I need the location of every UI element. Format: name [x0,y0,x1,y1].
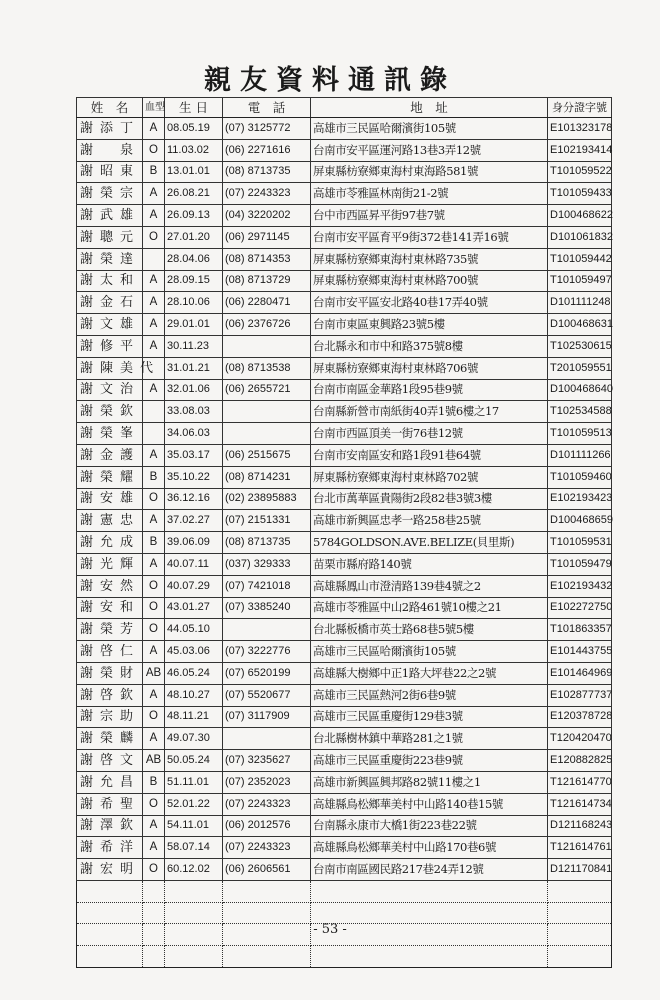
cell-name: 謝安然 [77,575,143,597]
cell-phone: (02) 23895883 [223,488,311,510]
cell-dob: 32.01.06 [165,379,223,401]
table-row [77,401,612,423]
cell-address: 屏東縣枋寮鄉東海村東林路700號 [311,270,548,292]
cell-address: 高雄市三民區重慶街129巷3號 [311,706,548,728]
cell-dob: 30.11.23 [165,335,223,357]
blank-row [77,902,612,924]
cell-name: 謝光輝 [77,553,143,575]
cell-name: 謝太和 [77,270,143,292]
cell-id: E102193414 [548,139,612,161]
cell-address: 屏東縣枋寮鄉東海村東林路735號 [311,248,548,270]
cell-name: 謝榮財 [77,662,143,684]
page-title: 親友資料通訊錄 [204,65,456,96]
cell-dob: 28.04.06 [165,248,223,270]
cell-address: 屏東縣枋寮鄉東海村東林路706號 [311,357,548,379]
cell-name: 謝金護 [77,444,143,466]
cell-name: 謝武雄 [77,205,143,227]
cell-name: 謝添丁 [77,118,143,140]
cell-name: 謝榮麟 [77,728,143,750]
cell-address: 高雄市三民區哈爾濱街105號 [311,641,548,663]
cell-phone: (08) 8713538 [223,357,311,379]
cell-blood: A [143,379,165,401]
cell-blood: A [143,444,165,466]
blank-cell [165,902,223,924]
cell-id: D100468622 [548,205,612,227]
cell-phone [223,423,311,445]
cell-dob: 54.11.01 [165,815,223,837]
table-row [77,771,612,793]
cell-dob: 28.10.06 [165,292,223,314]
table-row [77,662,612,684]
cell-address: 苗栗市縣府路140號 [311,553,548,575]
cell-name: 謝榮耀 [77,466,143,488]
blank-row [77,946,612,968]
cell-dob: 33.08.03 [165,401,223,423]
cell-name: 謝榮達 [77,248,143,270]
header-id: 身分證字號 [548,98,612,118]
cell-phone: (06) 2971145 [223,226,311,248]
cell-address: 台南市西區頂美一街76巷12號 [311,423,548,445]
cell-phone: (06) 2606561 [223,859,311,881]
cell-phone: (08) 8713735 [223,532,311,554]
cell-dob: 27.01.20 [165,226,223,248]
blank-cell [548,880,612,902]
blank-cell [311,902,548,924]
cell-dob: 36.12.16 [165,488,223,510]
cell-id: D121170841 [548,859,612,881]
cell-dob: 40.07.11 [165,553,223,575]
table-row [77,684,612,706]
cell-phone: (07) 2352023 [223,771,311,793]
cell-name: 謝希聖 [77,793,143,815]
cell-id: T121614734 [548,793,612,815]
cell-phone: (07) 3385240 [223,597,311,619]
cell-blood: B [143,466,165,488]
cell-address: 高雄縣鳳山市澄清路139巷4號之2 [311,575,548,597]
cell-name: 謝 泉 [77,139,143,161]
cell-phone: (06) 2376726 [223,314,311,336]
cell-phone: (06) 2655721 [223,379,311,401]
cell-blood: A [143,183,165,205]
cell-phone: (08) 8713729 [223,270,311,292]
cell-phone: (037) 329333 [223,553,311,575]
cell-address: 屏東縣枋寮鄉東海村東林路702號 [311,466,548,488]
cell-address: 5784GOLDSON.AVE.BELIZE(貝里斯) [311,532,548,554]
cell-address: 高雄縣大樹鄉中正1路大坪巷22之2號 [311,662,548,684]
cell-id: T101059531 [548,532,612,554]
cell-id: D121168243 [548,815,612,837]
blank-cell [548,946,612,968]
cell-name: 謝金石 [77,292,143,314]
cell-id: E101464969 [548,662,612,684]
cell-id: T201059551 [548,357,612,379]
cell-address: 台北縣板橋市英士路68巷5號5樓 [311,619,548,641]
cell-phone: (07) 3117909 [223,706,311,728]
cell-address: 台北市萬華區貴陽街2段82巷3號3樓 [311,488,548,510]
cell-blood: O [143,619,165,641]
cell-phone: (07) 3235627 [223,750,311,772]
table-row [77,270,612,292]
cell-dob: 34.06.03 [165,423,223,445]
cell-blood: O [143,859,165,881]
cell-phone: (07) 2243323 [223,793,311,815]
cell-address: 台南縣新營市南紙街40弄1號6樓之17 [311,401,548,423]
cell-name: 謝允成 [77,532,143,554]
cell-name: 謝啓欽 [77,684,143,706]
cell-address: 台南市南區國民路217巷24弄12號 [311,859,548,881]
blank-cell [311,946,548,968]
cell-blood: O [143,139,165,161]
cell-id: T101059442 [548,248,612,270]
cell-dob: 13.01.01 [165,161,223,183]
blank-cell [143,880,165,902]
header-address: 地 址 [311,98,548,118]
cell-blood: B [143,161,165,183]
cell-dob: 52.01.22 [165,793,223,815]
cell-blood: A [143,270,165,292]
cell-phone: (07) 3125772 [223,118,311,140]
cell-phone: (07) 5520677 [223,684,311,706]
cell-name: 謝安和 [77,597,143,619]
cell-blood: A [143,553,165,575]
table-row [77,597,612,619]
cell-id: T101059497 [548,270,612,292]
cell-address: 高雄縣鳥松鄉華美村中山路140巷15號 [311,793,548,815]
contact-table [76,97,612,968]
table-row [77,423,612,445]
cell-dob: 40.07.29 [165,575,223,597]
cell-address: 台南市東區東興路23號5樓 [311,314,548,336]
cell-phone: (06) 2280471 [223,292,311,314]
cell-address: 台南縣永康市大橋1街223巷22號 [311,815,548,837]
cell-dob: 39.06.09 [165,532,223,554]
table-row [77,314,612,336]
cell-phone: (06) 2012576 [223,815,311,837]
table-row [77,118,612,140]
cell-name: 謝啓仁 [77,641,143,663]
cell-address: 台南市安平區運河路13巷3弄12號 [311,139,548,161]
cell-dob: 35.10.22 [165,466,223,488]
cell-address: 高雄市新興區忠孝一路258巷25號 [311,510,548,532]
cell-id: T101059513 [548,423,612,445]
blank-cell [223,946,311,968]
cell-blood: AB [143,750,165,772]
cell-dob: 28.09.15 [165,270,223,292]
cell-id: D100468640 [548,379,612,401]
cell-phone: (08) 8714231 [223,466,311,488]
cell-phone: (07) 2243323 [223,183,311,205]
cell-phone [223,401,311,423]
cell-dob: 45.03.06 [165,641,223,663]
cell-phone: (08) 8713735 [223,161,311,183]
cell-blood: A [143,510,165,532]
cell-id: E102272750 [548,597,612,619]
cell-name: 謝啓文 [77,750,143,772]
cell-dob: 31.01.21 [165,357,223,379]
cell-name: 謝安雄 [77,488,143,510]
cell-blood: O [143,597,165,619]
cell-dob: 58.07.14 [165,837,223,859]
table-row [77,532,612,554]
cell-address: 高雄市三民區熱河2街6巷9號 [311,684,548,706]
blank-cell [223,880,311,902]
blank-cell [143,946,165,968]
cell-id: T120420470 [548,728,612,750]
blank-cell [143,902,165,924]
cell-id: E101323178 [548,118,612,140]
table-row [77,837,612,859]
table-row [77,750,612,772]
cell-phone: (08) 8714353 [223,248,311,270]
table-row [77,859,612,881]
cell-id: E120882825 [548,750,612,772]
table-row [77,706,612,728]
cell-address: 屏東縣枋寮鄉東海村東海路581號 [311,161,548,183]
cell-dob: 29.01.01 [165,314,223,336]
table-body [77,118,612,968]
table-row [77,793,612,815]
blank-row [77,880,612,902]
blank-cell [77,902,143,924]
blank-cell [77,946,143,968]
cell-address: 高雄市苓雅區林南街21-2號 [311,183,548,205]
cell-dob: 49.07.30 [165,728,223,750]
cell-phone [223,728,311,750]
cell-blood [143,248,165,270]
cell-dob: 51.11.01 [165,771,223,793]
cell-blood: A [143,118,165,140]
cell-dob: 44.05.10 [165,619,223,641]
table-row [77,728,612,750]
cell-name: 謝允昌 [77,771,143,793]
table-row [77,183,612,205]
table-row [77,488,612,510]
cell-name: 謝憲忠 [77,510,143,532]
table-row [77,466,612,488]
cell-name: 謝希洋 [77,837,143,859]
cell-id: T121614761 [548,837,612,859]
cell-id: T101059479 [548,553,612,575]
cell-blood: O [143,226,165,248]
table-row [77,379,612,401]
cell-name: 謝昭東 [77,161,143,183]
cell-name: 謝修平 [77,335,143,357]
cell-address: 台北縣永和市中和路375號8樓 [311,335,548,357]
header-phone: 電 話 [223,98,311,118]
cell-blood: AB [143,662,165,684]
table-row [77,226,612,248]
cell-address: 台北縣樹林鎮中華路281之1號 [311,728,548,750]
table-row [77,248,612,270]
cell-address: 高雄市新興區興邦路82號11樓之1 [311,771,548,793]
cell-address: 台南市安南區安和路1段91巷64號 [311,444,548,466]
cell-name: 謝文雄 [77,314,143,336]
table-header-row [77,98,612,118]
cell-id: D100468659 [548,510,612,532]
cell-blood: A [143,335,165,357]
cell-dob: 26.08.21 [165,183,223,205]
table-row [77,161,612,183]
page-number: - 53 - [313,922,347,937]
cell-id: D101111266 [548,444,612,466]
cell-name: 謝文治 [77,379,143,401]
cell-dob: 46.05.24 [165,662,223,684]
cell-name: 謝陳美代 [77,357,143,379]
cell-dob: 48.11.21 [165,706,223,728]
blank-cell [223,902,311,924]
cell-dob: 48.10.27 [165,684,223,706]
cell-name: 謝榮宗 [77,183,143,205]
cell-blood: O [143,706,165,728]
cell-id: T102534588 [548,401,612,423]
cell-blood: A [143,292,165,314]
cell-blood: O [143,575,165,597]
cell-phone: (04) 3220202 [223,205,311,227]
table-row [77,205,612,227]
cell-phone: (07) 3222776 [223,641,311,663]
cell-blood [143,401,165,423]
cell-address: 高雄市三民區哈爾濱街105號 [311,118,548,140]
cell-blood: A [143,837,165,859]
cell-blood: B [143,532,165,554]
blank-cell [165,880,223,902]
cell-id: D101111248 [548,292,612,314]
cell-address: 台南市安平區安北路40巷17弄40號 [311,292,548,314]
cell-id: E102193432 [548,575,612,597]
cell-blood: A [143,684,165,706]
header-name: 姓 名 [77,98,143,118]
cell-phone [223,335,311,357]
cell-phone: (07) 2243323 [223,837,311,859]
cell-phone: (06) 2271616 [223,139,311,161]
blank-cell [165,946,223,968]
cell-name: 謝宏明 [77,859,143,881]
cell-name: 謝宗助 [77,706,143,728]
table-row [77,292,612,314]
cell-address: 高雄市苓雅區中山2路461號10樓之21 [311,597,548,619]
cell-id: T121614770 [548,771,612,793]
table-row [77,641,612,663]
header-dob: 生 日 [165,98,223,118]
cell-address: 台南市南區金華路1段95巷9號 [311,379,548,401]
cell-dob: 08.05.19 [165,118,223,140]
cell-id: T101059522 [548,161,612,183]
table-row [77,139,612,161]
cell-name: 謝聰元 [77,226,143,248]
cell-address: 台中市西區昇平街97巷7號 [311,205,548,227]
header-blood: 血型 [143,98,165,118]
cell-name: 謝榮欽 [77,401,143,423]
cell-blood: O [143,793,165,815]
cell-id: T101059460 [548,466,612,488]
cell-blood: A [143,314,165,336]
cell-name: 謝榮峯 [77,423,143,445]
cell-phone: (07) 7421018 [223,575,311,597]
cell-id: D100468631 [548,314,612,336]
cell-blood: B [143,771,165,793]
cell-dob: 37.02.27 [165,510,223,532]
cell-dob: 43.01.27 [165,597,223,619]
table-row [77,575,612,597]
cell-phone: (07) 2151331 [223,510,311,532]
cell-phone: (07) 6520199 [223,662,311,684]
cell-phone: (06) 2515675 [223,444,311,466]
cell-phone [223,619,311,641]
cell-dob: 26.09.13 [165,205,223,227]
table-row [77,815,612,837]
table-row [77,444,612,466]
cell-blood: A [143,815,165,837]
cell-blood: A [143,205,165,227]
cell-id: T102530615 [548,335,612,357]
table-row [77,553,612,575]
cell-blood [143,423,165,445]
cell-id: E101443755 [548,641,612,663]
cell-id: T101059433 [548,183,612,205]
cell-address: 高雄市三民區重慶街223巷9號 [311,750,548,772]
blank-cell [77,880,143,902]
cell-name: 謝澤欽 [77,815,143,837]
cell-dob: 35.03.17 [165,444,223,466]
cell-dob: 11.03.02 [165,139,223,161]
cell-address: 高雄縣鳥松鄉華美村中山路170巷6號 [311,837,548,859]
blank-cell [311,880,548,902]
cell-id: E102193423 [548,488,612,510]
table-row [77,619,612,641]
cell-id: E102877737 [548,684,612,706]
table-row [77,335,612,357]
cell-blood: O [143,488,165,510]
cell-dob: 60.12.02 [165,859,223,881]
cell-id: D101061832 [548,226,612,248]
cell-id: E120378728 [548,706,612,728]
cell-blood: A [143,728,165,750]
cell-name: 謝榮芳 [77,619,143,641]
table-row [77,510,612,532]
blank-cell [548,902,612,924]
cell-dob: 50.05.24 [165,750,223,772]
cell-id: T101863357 [548,619,612,641]
cell-blood: A [143,641,165,663]
cell-address: 台南市安平區育平9街372巷141弄16號 [311,226,548,248]
table-row [77,357,612,379]
